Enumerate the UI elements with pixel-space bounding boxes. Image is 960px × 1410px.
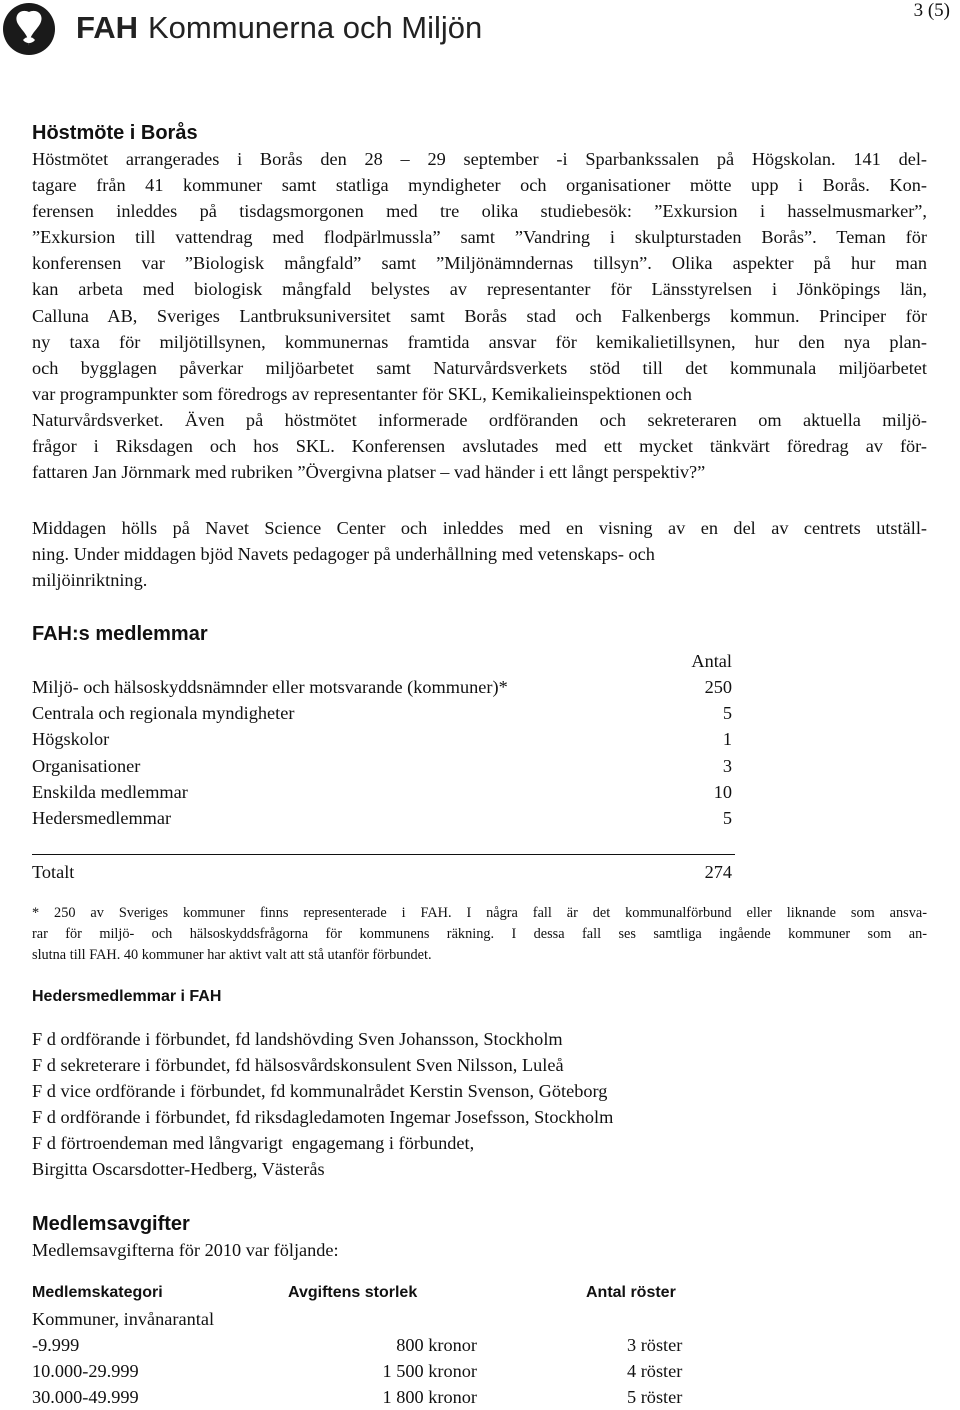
column-header: Antal röster: [586, 1284, 676, 1301]
list-item: F d sekreterare i förbundet, fd hälsosvårdskonsulent Sven Nilsson, Luleå: [32, 1055, 564, 1076]
member-category: Hedersmedlemmar: [32, 807, 172, 828]
member-category: Organisationer: [32, 755, 141, 776]
section-title-fees: Medlemsavgifter: [32, 1213, 190, 1235]
table-row: [32, 674, 732, 700]
member-count: 5: [722, 807, 732, 828]
list-item: F d ordförande i förbundet, fd landshövding Sven Johansson, Stockholm: [32, 1029, 563, 1049]
members-total-row: [32, 859, 732, 885]
cell-votes: 4 röster: [627, 1361, 683, 1382]
text-line: frågor i Riksdagen och hos SKL. Konferensen avslutades med ett mycket tänkvärt föredrag av för-: [32, 436, 927, 457]
brand-name: Kommunerna och Miljön: [148, 10, 483, 45]
member-count: 3: [722, 755, 732, 776]
brand-abbrev: FAH: [76, 10, 138, 45]
members-table: [32, 648, 732, 831]
cell-fee: 1 800 kronor: [382, 1387, 477, 1408]
dinner-paragraph: [32, 515, 927, 593]
list-item: F d ordförande i förbundet, fd riksdagledamoten Ingemar Josefsson, Stockholm: [32, 1107, 614, 1128]
cell-category: -9.999: [32, 1335, 80, 1356]
cell-votes: 5 röster: [627, 1387, 683, 1408]
member-category: Högskolor: [32, 729, 110, 750]
table-row: [32, 805, 732, 831]
honorary-list: [32, 1026, 927, 1183]
table-subheader-row: [32, 1306, 732, 1332]
table-row: [32, 779, 732, 805]
table-row: [32, 753, 732, 779]
list-item: Birgitta Oscarsdotter-Hedberg, Västerås: [32, 1159, 325, 1180]
fees-table: [32, 1280, 732, 1410]
section-title-members: FAH:s medlemmar: [32, 623, 208, 645]
text-line: var programpunkter som föredrogs av representanter för SKL, Kemikalieinspektionen och: [32, 383, 692, 404]
text-line: Höstmötet arrangerades i Borås den 28 – 29 september -i Sparbankssalen på Högskolan. 141 del-: [32, 149, 927, 169]
text-line: ning. Under middagen bjöd Navets pedagoger på underhållning med vetenskaps- och: [32, 544, 655, 565]
column-header: Avgiftens storlek: [288, 1284, 418, 1301]
member-category: Miljö- och hälsoskyddsnämnder eller motsvarande (kommuner)*: [32, 677, 508, 697]
category-subheader: Kommuner, invånarantal: [32, 1309, 215, 1330]
total-divider: [32, 854, 735, 855]
text-line: ny taxa för miljötillsynen, kommunernas framtida ansvar för kemikalietillsynen, hur den nya plan-: [32, 331, 927, 352]
cell-fee: 1 500 kronor: [382, 1361, 477, 1382]
text-line: miljöinriktning.: [32, 570, 148, 591]
section-title-hostmote: Höstmöte i Borås: [32, 122, 198, 144]
fees-intro: Medlemsavgifterna för 2010 var följande:: [32, 1240, 339, 1260]
total-value: 274: [704, 862, 732, 882]
text-line: Calluna AB, Sveriges Lantbruksuniversitet samt Borås stad och Falkenbergs kommun. Principer för: [32, 305, 927, 326]
text-line: kan arbeta med biologisk mångfald belystes av representanter för Länsstyrelsen i Jönköpings län,: [32, 279, 927, 300]
table-row: [32, 700, 732, 726]
members-count-header: Antal: [691, 651, 732, 671]
cell-category: 10.000-29.999: [32, 1361, 139, 1382]
text-line: konferensen var ”Biologisk mångfald” samt ”Miljönämndernas tillsyn”. Olika aspekter på hur man: [32, 253, 927, 274]
table-header-row: [32, 1280, 732, 1306]
text-line: Naturvårdsverket. Även på höstmötet informerade ordföranden och sekreteraren om aktuella miljö-: [32, 409, 927, 430]
text-line: Middagen hölls på Navet Science Center och inleddes med en visning av en del av centrets utställ-: [32, 518, 927, 538]
brand-title: [76, 10, 482, 46]
page-number: 3 (5): [913, 0, 950, 21]
text-line: och bygglagen påverkar miljöarbetet samt Naturvårdsverkets stöd till det kommunala miljöarbetet: [32, 357, 927, 378]
table-row: [32, 1358, 732, 1384]
members-footnote: [32, 903, 927, 966]
member-count: 10: [713, 781, 732, 802]
table-row: [32, 726, 732, 752]
section-title-honorary: Hedersmedlemmar i FAH: [32, 988, 222, 1005]
member-count: 1: [722, 729, 732, 750]
hostmote-paragraph: [32, 146, 927, 485]
member-category: Enskilda medlemmar: [32, 781, 188, 802]
footnote-line: slutna till FAH. 40 kommuner har aktivt valt att stå utanför förbundet.: [32, 947, 432, 963]
text-line: ferensen inleddes på tisdagsmorgonen med tre olika studiebesök: ”Exkursion i hasselmusmarker”,: [32, 201, 927, 222]
text-line: fattaren Jan Jörnmark med rubriken ”Övergivna platser – vad händer i ett långt perspektiv?”: [32, 462, 706, 483]
table-row: [32, 1332, 732, 1358]
list-item: F d förtroendeman med långvarigt engagemang i förbundet,: [32, 1133, 475, 1154]
total-label: Totalt: [32, 862, 75, 882]
member-category: Centrala och regionala myndigheter: [32, 703, 295, 724]
cell-category: 30.000-49.999: [32, 1387, 139, 1408]
fah-logo-icon: [2, 2, 56, 56]
text-line: ”Exkursion till vattendrag med flodpärlmussla” samt ”Vandring i skulpturstaden Borås”. Teman för: [32, 227, 927, 248]
member-count: 250: [704, 677, 732, 697]
footnote-line: * 250 av Sveriges kommuner finns representerade i FAH. I några fall är det kommunalförbund eller liknande som ansva-: [32, 905, 927, 921]
member-count: 5: [722, 703, 732, 724]
cell-fee: 800 kronor: [396, 1335, 477, 1356]
footnote-line: rar för miljö- och hälsoskyddsfrågorna för kommunens räkning. I dessa fall ses samtliga ingående kommuner som an-: [32, 926, 927, 942]
text-line: tagare från 41 kommuner samt statliga myndigheter och organisationer mötte upp i Borås. Kon-: [32, 175, 927, 196]
column-header: Medlemskategori: [32, 1284, 163, 1301]
cell-votes: 3 röster: [627, 1335, 683, 1356]
list-item: F d vice ordförande i förbundet, fd kommunalrådet Kerstin Svenson, Göteborg: [32, 1081, 608, 1102]
table-row: [32, 1384, 732, 1410]
